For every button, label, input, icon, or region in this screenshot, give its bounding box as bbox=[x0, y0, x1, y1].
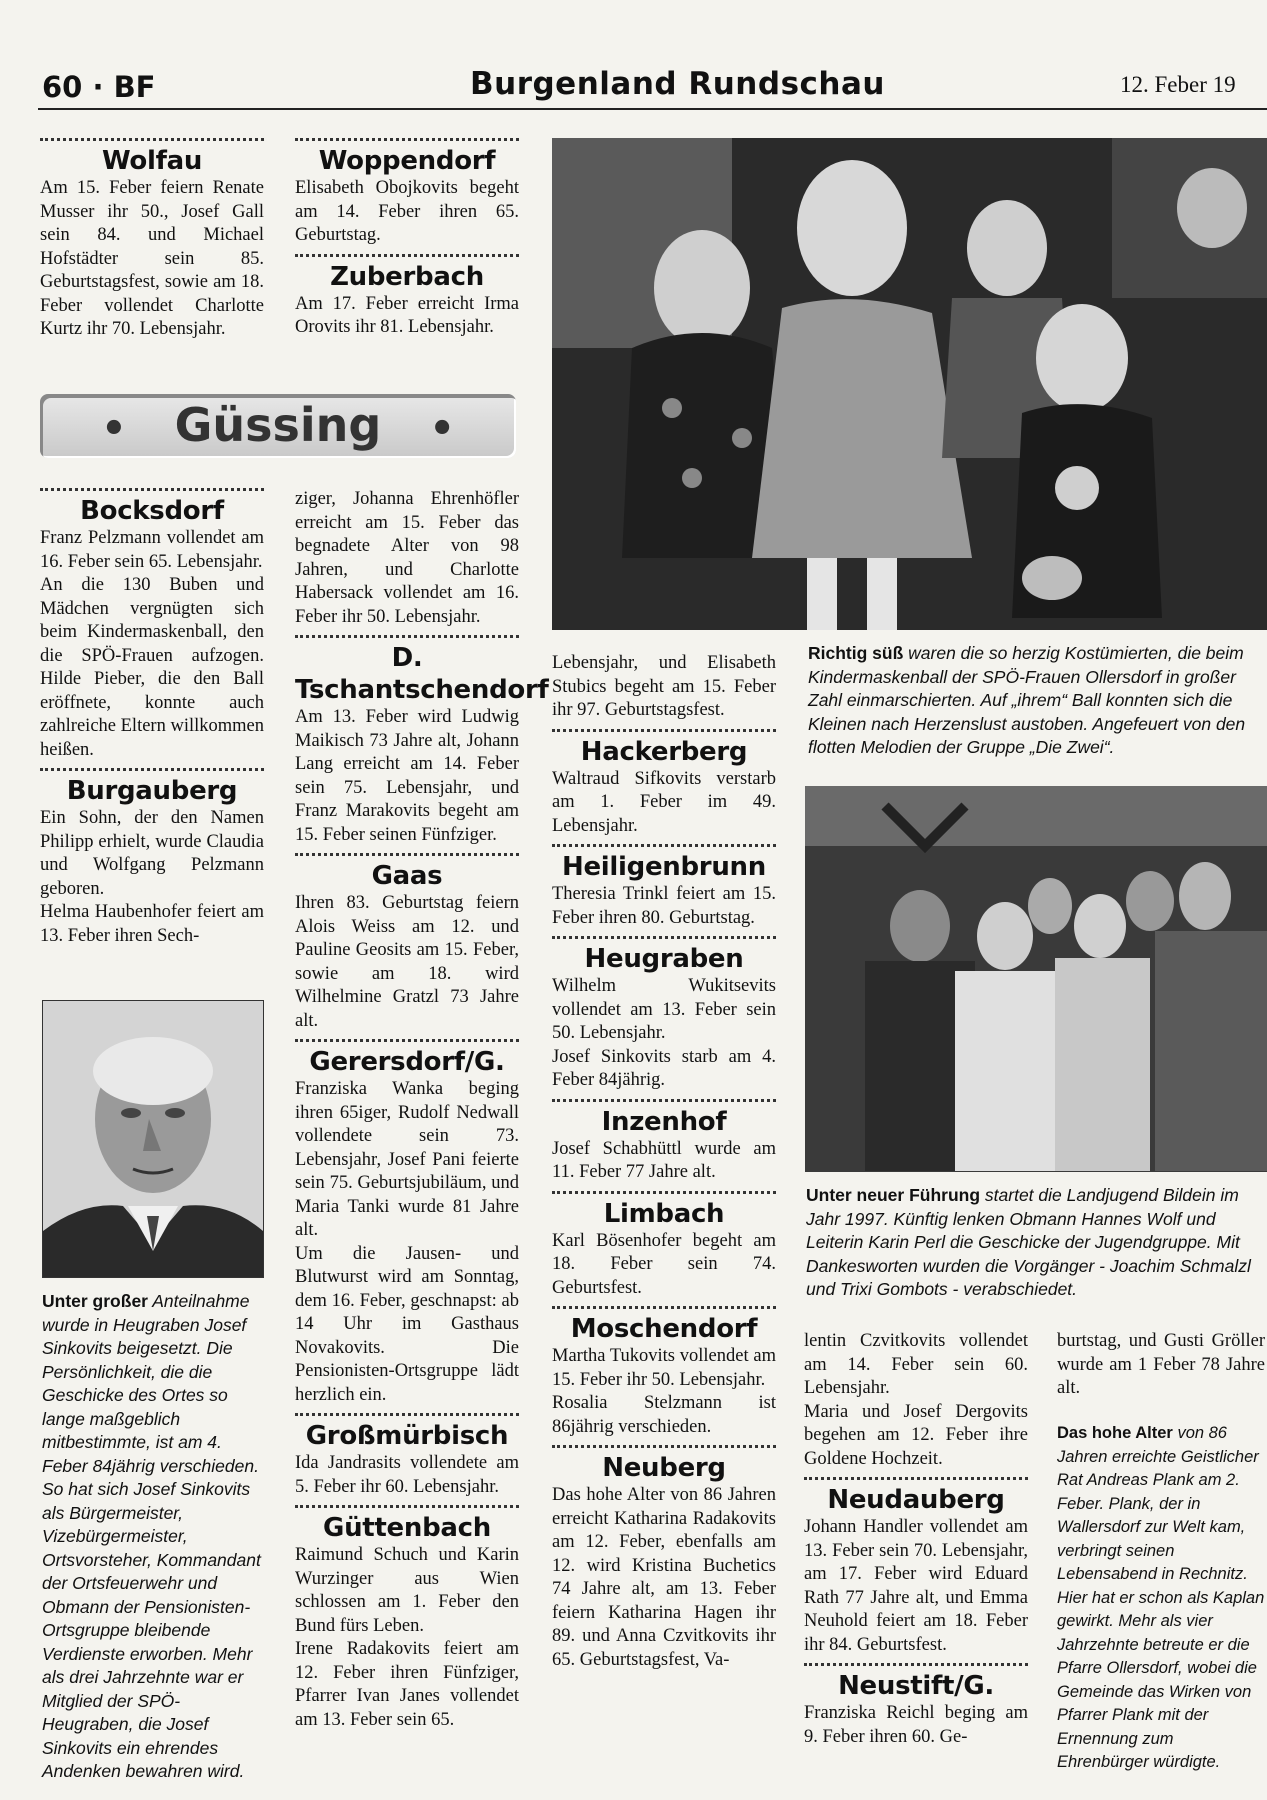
article-heading: Inzenhof bbox=[601, 1106, 727, 1137]
article-limbach bbox=[552, 1191, 776, 1301]
article-text: Ein Sohn, der den Namen Philipp erhielt, wurde Claudia und Wolfgang Pelzmann geboren. bbox=[40, 808, 264, 899]
article-text: An die 130 Buben und Mädchen vergnügten sich beim Kindermaskenball, den die SPÖ-Frauen aufzogen. Hilde Pieber, die den Ball eröffnete, konnte auch zahlreiche Eltern willkommen heißen. bbox=[40, 575, 264, 760]
article-text: Martha Tukovits vollendet am 15. Feber ihr 50. Lebensjahr. bbox=[552, 1346, 776, 1390]
header-rule bbox=[38, 108, 1267, 110]
article-heading: Neustift/G. bbox=[838, 1671, 994, 1701]
article-gaas bbox=[295, 853, 519, 1033]
divider bbox=[552, 1191, 776, 1194]
divider bbox=[295, 1505, 519, 1508]
article-text: Waltraud Sifkovits verstarb am 1. Feber im 49. Lebensjahr. bbox=[552, 768, 776, 836]
article-heading: Hackerberg bbox=[580, 736, 748, 767]
article-text: Ihren 83. Geburtstag feiern Alois Weiss am 12. und Pauline Geosits am 15. Feber, sowie am 18. wird Wilhelmine Gratzl 73 Jahre alt. bbox=[295, 893, 519, 1031]
column-4 bbox=[804, 1330, 1028, 1749]
article-moschendorf bbox=[552, 1306, 776, 1439]
article-text: Am 17. Feber erreicht Irma Orovits ihr 81. Lebensjahr. bbox=[295, 293, 519, 337]
article-burgauberg bbox=[40, 768, 264, 948]
article-heading: Güttenbach bbox=[323, 1513, 491, 1543]
article-text: Theresia Trinkl feiert am 15. Feber ihren 80. Geburtstag. bbox=[552, 884, 776, 928]
divider bbox=[552, 1099, 776, 1102]
article-text: Johann Handler vollendet am 13. Feber sein 70. Lebensjahr, am 17. Feber wird Eduard Rath 77 Jahre alt, und Emma Neuhold feiert am 18. Feber ihr 84. Geburtsfest. bbox=[804, 1517, 1028, 1655]
divider bbox=[552, 1306, 776, 1309]
caption-text: von 86 Jahren erreichte Geistlicher Rat Andreas Plank am 2. Feber. Plank, der in Wallersdorf zur Welt kam, verbringt seinen Lebensabend in Rechnitz. Hier hat er schon als Kaplan gewirkt. Mehr als vier Jahrzehnte betreute er die Pfarre Ollersdorf, wobei die Gemeinde das Wirken von Pfarrer Plank mit der Ernennung zum Ehrenbürger würdigte. bbox=[1057, 1424, 1265, 1771]
article-heiligenbrunn bbox=[552, 844, 776, 930]
page-number: 60 · BF bbox=[42, 70, 156, 104]
divider bbox=[295, 1413, 519, 1416]
top-column-1 bbox=[40, 138, 264, 342]
bullet-icon: • bbox=[429, 405, 455, 452]
article-inzenhof bbox=[552, 1099, 776, 1185]
article-wolfau bbox=[40, 138, 264, 342]
article-neuberg bbox=[552, 1445, 776, 1672]
divider bbox=[295, 254, 519, 257]
divider bbox=[40, 138, 264, 141]
article-text: Maria und Josef Dergovits begehen am 12. Feber ihre Goldene Hochzeit. bbox=[804, 1401, 1028, 1469]
landjugend-photo bbox=[805, 786, 1267, 1172]
article-heading: Burgauberg bbox=[66, 776, 238, 806]
article-d-tschantschendorf bbox=[295, 635, 549, 847]
article-text: Helma Haubenhofer feiert am 13. Feber ihren Sech- bbox=[40, 902, 264, 946]
article-text: Am 15. Feber feiern Renate Musser ihr 50., Josef Gall sein 84. und Michael Hofstädter sein 85. Geburtstagsfest, sowie am 18. Feber vollendet Charlotte Kurtz ihr 70. Lebensjahr. bbox=[40, 178, 264, 339]
masked-ball-image bbox=[552, 138, 1267, 630]
article-heading: Wolfau bbox=[101, 146, 203, 176]
divider bbox=[295, 1039, 519, 1042]
article-heading: Moschendorf bbox=[570, 1314, 758, 1344]
divider bbox=[552, 729, 776, 732]
article-heading: Gerersdorf/G. bbox=[309, 1047, 505, 1077]
masked-ball-caption bbox=[808, 642, 1263, 760]
article-heading: Limbach bbox=[603, 1198, 725, 1229]
article-text: Das hohe Alter von 86 Jahren erreicht Katharina Radakovits am 12. Feber, ebenfalls am 12. wird Kristina Buchetics 74 Jahre alt, am 13. Feber feiern Katharina Hagen ihr 89. und Anna Czvitkovits ihr 65. Geburtstagsfest, Va- bbox=[552, 1485, 776, 1670]
divider bbox=[552, 936, 776, 939]
column-2 bbox=[295, 488, 549, 1732]
divider bbox=[295, 635, 519, 638]
article-neudauberg bbox=[804, 1477, 1028, 1657]
article-heading: Heiligenbrunn bbox=[562, 852, 766, 882]
landjugend-caption bbox=[806, 1184, 1264, 1302]
caption-lead: Unter neuer Führung bbox=[806, 1185, 981, 1205]
article-zuberbach bbox=[295, 254, 519, 340]
article-heading: Heugraben bbox=[584, 944, 744, 974]
caption-lead: Unter großer bbox=[42, 1291, 148, 1311]
article-text: Rosalia Stelzmann ist 86jährig verschieden. bbox=[552, 1393, 776, 1437]
caption-text: Anteilnahme wurde in Heugraben Josef Sinkovits beigesetzt. Die Persönlichkeit, die die Geschicke des Ortes so lange maßgeblich mitbestimmte, ist am 4. Feber 84jährig verschieden. So hat sich Josef Sinkovits als Bürgermeister, Vizebürgermeister, Ortsvorsteher, Kommandant der Ortsfeuerwehr und Obmann der Pensionisten-Ortsgruppe bleibende Verdienste erworben. Mehr als drei Jahrzehnte war er Mitglied der SPÖ-Heugraben, die Josef Sinkovits ein ehrendes Andenken bewahren wird. bbox=[42, 1291, 261, 1781]
article-heading: Neudauberg bbox=[827, 1485, 1005, 1515]
article-continuation bbox=[552, 652, 776, 723]
article-text: ziger, Johanna Ehrenhöfler erreicht am 15. Feber das begnadete Alter von 98 Jahren, und Charlotte Habersack vollendet am 16. Feber ihr 50. Lebensjahr. bbox=[295, 489, 519, 627]
landjugend-image bbox=[805, 786, 1267, 1172]
issue-date: 12. Feber 19 bbox=[1120, 72, 1236, 97]
article-text: Franziska Reichl beging am 9. Feber ihren 60. Ge- bbox=[804, 1703, 1028, 1747]
divider bbox=[804, 1663, 1028, 1666]
article-text: lentin Czvitkovits vollendet am 14. Feber sein 60. Lebensjahr. bbox=[804, 1331, 1028, 1398]
divider bbox=[552, 844, 776, 847]
column-3 bbox=[552, 652, 776, 1672]
caption-lead: Das hohe Alter bbox=[1057, 1424, 1173, 1442]
article-bocksdorf bbox=[40, 488, 264, 762]
article-heading: Gaas bbox=[371, 861, 443, 891]
article-text: Josef Sinkovits starb am 4. Feber 84jährig. bbox=[552, 1046, 776, 1090]
divider bbox=[552, 1445, 776, 1448]
divider bbox=[40, 488, 264, 491]
article-grossmuerbisch bbox=[295, 1413, 519, 1499]
article-heading: Zuberbach bbox=[330, 261, 484, 292]
article-gerersdorf bbox=[295, 1039, 519, 1407]
article-neustift bbox=[804, 1663, 1028, 1749]
article-text: Ida Jandrasits vollendete am 5. Feber ihr 60. Lebensjahr. bbox=[295, 1453, 519, 1497]
banner-title: Güssing bbox=[174, 398, 382, 452]
article-text: Elisabeth Obojkovits begeht am 14. Feber ihren 65. Geburtstag. bbox=[295, 178, 519, 245]
article-text: Raimund Schuch und Karin Wurzinger aus Wien schlossen am 1. Feber den Bund fürs Leben. bbox=[295, 1545, 519, 1636]
newspaper-title: Burgenland Rundschau bbox=[470, 66, 885, 102]
article-text: Franz Pelzmann vollendet am 16. Feber sein 65. Lebensjahr. bbox=[40, 528, 264, 572]
divider bbox=[295, 853, 519, 856]
bullet-icon: • bbox=[101, 405, 127, 452]
article-heading: Bocksdorf bbox=[80, 496, 224, 526]
caption-text: waren die so herzig Kostümierten, die beim Kindermaskenball der SPÖ-Frauen Ollersdorf in großer Zahl einmarschierten. Auf „ihrem“ Ball konnten sich die Kleinen nach Herzenslust austoben. Angefeuert von den flotten Melodien der Gruppe „Die Zwei“. bbox=[808, 643, 1246, 757]
article-text: Karl Bösenhofer begeht am 18. Feber sein 74. Geburtsfest. bbox=[552, 1230, 776, 1298]
article-guettenbach bbox=[295, 1505, 519, 1732]
top-column-2 bbox=[295, 138, 519, 340]
column-5 bbox=[1057, 1330, 1265, 1401]
column-1 bbox=[40, 488, 264, 948]
article-heading: Großmürbisch bbox=[305, 1421, 509, 1451]
article-heugraben bbox=[552, 936, 776, 1093]
article-text: Wilhelm Wukitsevits vollendet am 13. Feber sein 50. Lebensjahr. bbox=[552, 976, 776, 1043]
divider bbox=[40, 768, 264, 771]
article-continuation bbox=[804, 1330, 1028, 1471]
article-text: Lebensjahr, und Elisabeth Stubics begeht am 15. Feber ihr 97. Geburtstagsfest. bbox=[552, 653, 776, 720]
priest-caption bbox=[1057, 1422, 1265, 1775]
article-heading: Woppendorf bbox=[318, 146, 496, 176]
caption-text: startet die Landjugend Bildein im Jahr 1997. Künftig lenken Obmann Hannes Wolf und Leiterin Karin Perl die Geschicke der Jugendgruppe. Mit Dankesworten wurden die Vorgänger - Joachim Schmalzl und Trixi Gombots - verabschiedet. bbox=[806, 1185, 1251, 1299]
article-text: Irene Radakovits feiert am 12. Feber ihren Fünfziger, Pfarrer Ivan Janes vollendet am 13. Feber sein 65. bbox=[295, 1639, 519, 1730]
article-continuation bbox=[295, 488, 519, 629]
masked-ball-photo bbox=[552, 138, 1267, 630]
article-text: Josef Schabhüttl wurde am 11. Feber 77 Jahre alt. bbox=[552, 1138, 776, 1182]
portrait-caption bbox=[42, 1290, 266, 1784]
article-heading: Neuberg bbox=[602, 1453, 726, 1483]
divider bbox=[295, 138, 519, 141]
divider bbox=[804, 1477, 1028, 1480]
article-text: burtstag, und Gusti Gröller wurde am 1 Feber 78 Jahre alt. bbox=[1057, 1331, 1265, 1398]
article-text: Franziska Wanka beging ihren 65iger, Rudolf Nedwall vollendete sein 73. Lebensjahr, Josef Pani feierte sein 75. Geburtsjubiläum, und Maria Tanki wurde 81 Jahre alt. bbox=[295, 1079, 519, 1240]
article-text: Um die Jausen- und Blutwurst wird am Sonntag, dem 16. Feber, geschnapst: ab 14 Uhr im Gasthaus Novakovits. Die Pensionisten-Ortsgruppe lädt herzlich ein. bbox=[295, 1243, 519, 1405]
article-text: Am 13. Feber wird Ludwig Maikisch 73 Jahre alt, Johann Lang erreicht am 14. Feber sein 75. Lebensjahr, und Franz Marakovits begeht am 15. Feber seinen Fünfziger. bbox=[295, 707, 519, 845]
portrait-photo bbox=[42, 1000, 264, 1278]
portrait-image bbox=[43, 1001, 263, 1277]
article-heading: D. Tschantschendorf bbox=[295, 643, 549, 705]
caption-lead: Richtig süß bbox=[808, 643, 904, 663]
article-woppendorf bbox=[295, 138, 519, 248]
district-banner bbox=[40, 394, 516, 458]
article-hackerberg bbox=[552, 729, 776, 839]
